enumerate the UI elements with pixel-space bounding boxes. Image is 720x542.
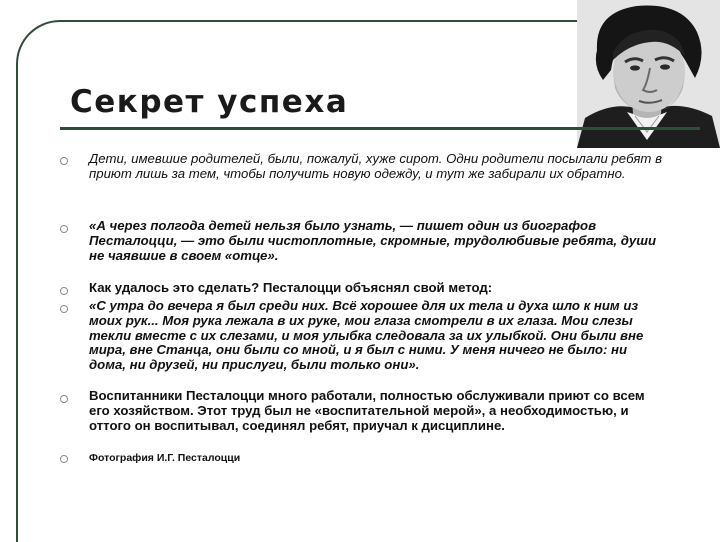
bullet-icon: [60, 455, 68, 463]
photo-caption: Фотография И.Г. Песталоцци: [89, 452, 241, 464]
portrait-photo: [577, 0, 720, 148]
paragraph-orphans: Дети, имевшие родителей, были, пожалуй, хуже сирот. Одни родители посылали ребят в приют лишь за тем, чтобы получить новую одежду, и тут же забирали их обратно.: [89, 151, 662, 181]
bullet-icon: [60, 287, 68, 295]
paragraph-biographer-quote: «А через полгода детей нельзя было узнать, — пишет один из биографов Песталоцци, — это были чистоплотные, скромные, трудолюбивые ребята, души не чаявшие в своем «отце».: [89, 218, 657, 263]
title-underline: [60, 127, 700, 130]
bullet-icon: [60, 305, 68, 313]
paragraph-pupils-work: Воспитанники Песталоцци много работали, полностью обслуживали приют со всем его хозяйством. Этот труд был не «воспитательной мерой», а необходимостью, и оттого он воспитывал, соединял ребят, приучал к дисциплине.: [89, 388, 645, 433]
slide-title: Секрет успеха: [70, 84, 349, 120]
bullet-icon: [60, 395, 68, 403]
bullet-icon: [60, 157, 68, 165]
paragraph-pestalozzi-quote: «С утра до вечера я был среди них. Всё хорошее для их тела и духа шло к ним из моих рук... Моя рука лежала в их руке, мои глаза смотрели в их глаза. Мои слезы текли вместе с их слезами, и моя улыбка следовала за их улыбкой. Они были вне мира, вне Станца, они были со мной, и я был с ними. У меня ничего не было: ни дома, ни друзей, ни прислуги, были только они».: [89, 298, 644, 373]
bullet-icon: [60, 225, 68, 233]
paragraph-method-question: Как удалось это сделать? Песталоцци объяснял свой метод:: [89, 280, 493, 295]
